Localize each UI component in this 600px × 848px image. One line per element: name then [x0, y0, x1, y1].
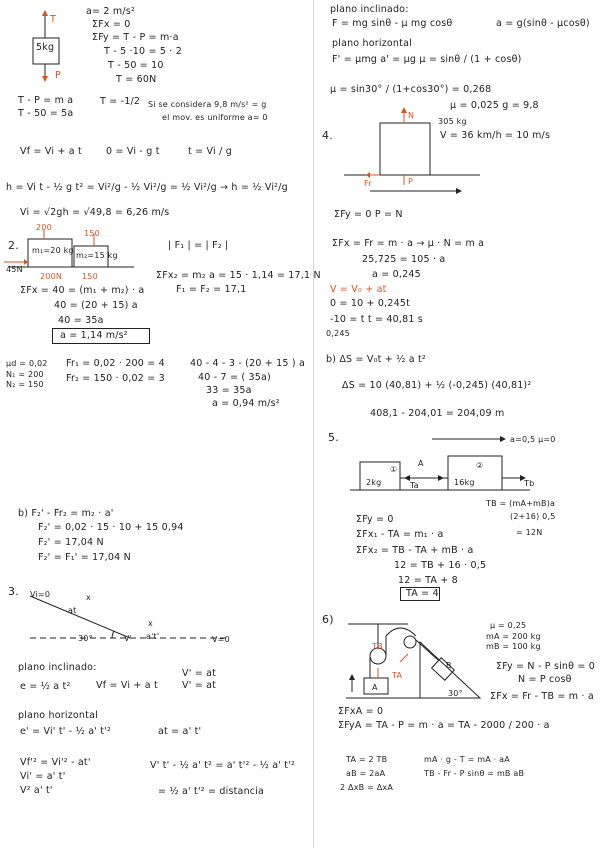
calc-3: 33 = 35a [206, 385, 252, 396]
ph-eq-1: e' = Vi' t' - ½ a' t'² [20, 726, 112, 737]
p6-block-b: B [446, 661, 452, 670]
p4-normal: N [408, 111, 415, 120]
problem-6-number: 6) [322, 613, 334, 626]
p6-angle: 30° [448, 689, 463, 698]
p5-tb-label: Tb [524, 479, 535, 488]
p5-num2: ② [476, 461, 484, 470]
calc-4: a = 0,94 m/s² [212, 398, 280, 409]
incl-vprime: V' [124, 634, 133, 643]
sfx-eq: ΣFx = 40 = (m₁ + m₂) · a [20, 285, 145, 296]
problem-2-number: 2. [8, 239, 19, 252]
force-200: 200 [36, 223, 52, 232]
force-150: 150 [84, 229, 100, 238]
p5-accel-arrow [430, 434, 510, 444]
r-mass: 305 kg [438, 117, 467, 126]
r-accel-eq: a = g(sinθ - μcosθ) [496, 18, 590, 29]
r-plano-inclinado: plano inclinado: [330, 4, 409, 15]
page-divider [313, 0, 314, 848]
sfx-eq-c: 40 = 35a [58, 315, 104, 326]
p5-line6: TA = 4 [406, 588, 439, 599]
plano-inclinado-heading: plano inclinado: [18, 662, 97, 673]
problem-4-number: 4. [322, 129, 333, 142]
fr1-calc: Fr₁ = 0,02 · 200 = 4 [66, 358, 165, 369]
r-plano-horizontal: plano horizontal [332, 38, 412, 49]
p5-block2: 16kg [454, 478, 475, 487]
part-b-2: F₂' = 0,02 · 15 · 10 + 15 0,94 [38, 522, 184, 533]
incl-x1: x [86, 593, 91, 602]
p4-b1: b) ΔS = V₀t + ½ a t² [326, 354, 426, 365]
accel-result: a = 1,14 m/s² [60, 330, 128, 341]
p6-line4: aB = 2aA [346, 769, 386, 778]
incl-angle: 30° [78, 634, 93, 643]
p4-sfx: ΣFx = Fr = m · a → μ · N = m a [332, 238, 485, 249]
p6-line1: ΣFxA = 0 [338, 706, 384, 717]
p4-ve1: 0 = 10 + 0,245t [330, 298, 411, 309]
problem-5-number: 5. [328, 431, 339, 444]
p4-sfx3: a = 0,245 [372, 269, 421, 280]
calc-2: 40 - 7 = ( 35a) [198, 372, 271, 383]
m1-label: m₁=20 kg [32, 246, 74, 255]
force-p-label: P [55, 70, 61, 81]
p4-friction: Fr [364, 179, 372, 188]
ph-eq-4: Vi' = a' t' [20, 771, 66, 782]
mu-d: μd = 0,02 [6, 359, 48, 368]
p6-tb-label: TB [372, 642, 383, 651]
ph-eq-3: Vf'² = Vi'² - at' [20, 757, 91, 768]
p5-num1: ① [390, 465, 398, 474]
note-2: el mov. es uniforme a= 0 [162, 113, 268, 122]
p4-b3: 408,1 - 204,01 = 204,09 m [370, 408, 505, 419]
incl-x2: x [148, 619, 153, 628]
sfx-eq-b: 40 = (20 + 15) a [54, 300, 138, 311]
f1-f2-magnitude: | F₁ | = | F₂ | [168, 240, 229, 251]
ph-eq-2: at = a' t' [158, 726, 202, 737]
p4-red-eq: V = V₀ + at [330, 284, 387, 295]
vf-eq-1: Vf = Vi + a t [20, 146, 82, 157]
sfx2-eq: ΣFx₂ = m₂ a = 15 · 1,14 = 17,1 N [156, 270, 321, 281]
vi-result: Vi = √2gh = √49,8 = 6,26 m/s [20, 207, 170, 218]
f1-f2-value: F₁ = F₂ = 17,1 [176, 284, 247, 295]
normal-150: 150 [82, 272, 98, 281]
problem-4-diagram [340, 105, 490, 200]
eq-1-4: T - 5 ·10 = 5 · 2 [104, 46, 182, 57]
p5-line2: ΣFx₁ - TA = m₁ · a [356, 529, 444, 540]
n2-value: N₂ = 150 [6, 380, 44, 389]
p5-line3: ΣFx₂ = TB - TA + mB · a [356, 545, 474, 556]
p6-line5: 2 ΔxB = ΔxA [340, 783, 393, 792]
p5-tb-eq3: = 12N [516, 528, 543, 537]
normal-200: 200N [40, 272, 63, 281]
p6-mb: mB = 100 kg [486, 642, 541, 651]
r-mu-g: μ = 0,025 g = 9,8 [450, 100, 539, 111]
pi-eq-3: V' = at [182, 668, 217, 679]
tp-eq-1: T - P = m a [18, 95, 74, 106]
plano-horizontal-heading: plano horizontal [18, 710, 98, 721]
pi-eq-1: e = ½ a t² [20, 681, 71, 692]
force-t-label: T [50, 14, 57, 25]
p6-ta-label: TA [392, 671, 403, 680]
p5-line5: 12 = TA + 8 [398, 575, 458, 586]
eq-1-2: ΣFx = 0 [92, 19, 131, 30]
fr2-calc: Fr₂ = 150 · 0,02 = 3 [66, 373, 165, 384]
h-derivation: h = Vi t - ½ g t² = Vi²/g - ½ Vi²/g = ½ Vi²/g → h = ½ Vi²/g [6, 182, 288, 193]
block-label: 5kg [36, 42, 55, 53]
p4-weight: P [408, 177, 414, 186]
p6-line2: ΣFyA = TA - P = m · a = TA - 2000 / 200 · a [338, 720, 550, 731]
p5-line1: ΣFy = 0 [356, 514, 394, 525]
p5-accel-label: a=0,5 μ=0 [510, 435, 556, 444]
p6-mu: μ = 0,25 [490, 621, 527, 630]
r-velocity: V = 36 km/h = 10 m/s [440, 130, 551, 141]
p6-block-a: A [372, 683, 378, 692]
pi-eq-4: V' = at [182, 680, 217, 691]
r-mu-calc: μ = sin30° / (1+cos30°) = 0,268 [330, 84, 492, 95]
p4-ve3: 0,245 [326, 329, 350, 338]
problem-3-number: 3. [8, 585, 19, 598]
p6-r2: TB - Fr - P sinθ = mB aB [424, 769, 525, 778]
vf-eq-3: t = Vi / g [188, 146, 232, 157]
p5-a-label: A [418, 459, 424, 468]
p5-tb-eq: TB = (mA+mB)a [486, 499, 556, 508]
eq-1-3: ΣFy = T - P = m·a [92, 32, 179, 43]
part-b-1: b) F₂' - Fr₂ = m₂ · a' [18, 508, 114, 519]
part-b-3: F₂' = 17,04 N [38, 537, 104, 548]
p6-eq3: ΣFx = Fr - TB = m · a [490, 691, 594, 702]
calc-1: 40 - 4 - 3 - (20 + 15 ) a [190, 358, 306, 369]
p4-ve2: -10 = t t = 40,81 s [330, 314, 423, 325]
incl-vi: Vi=0 [30, 590, 51, 599]
incl-at: at [68, 606, 77, 615]
p6-r1: mA · g - T = mA · aA [424, 755, 510, 764]
p6-ma: mA = 200 kg [486, 632, 541, 641]
eq-1-1: a= 2 m/s² [86, 6, 135, 17]
p4-b2: ΔS = 10 (40,81) + ½ (-0,245) (40,81)² [342, 380, 532, 391]
tp-eq-2: T - 50 = 5a [18, 108, 74, 119]
vf-eq-2: 0 = Vi - g t [106, 146, 160, 157]
p5-ta-label: Ta [410, 481, 419, 490]
p5-tb-eq2: (2+16) 0,5 [510, 512, 556, 521]
pi-eq-2: Vf = Vi + a t [96, 680, 158, 691]
n1-value: N₁ = 200 [6, 370, 44, 379]
p4-sfx2: 25,725 = 105 · a [362, 254, 446, 265]
problem-6-diagram [340, 618, 490, 708]
incl-v0: V=0 [212, 635, 230, 644]
incl-atprime: a't' [146, 632, 160, 641]
p6-eq2: N = P cosθ [518, 674, 572, 685]
m2-label: m₂=15 kg [76, 251, 118, 260]
r-horizontal-eqs: F' = μmg a' = μg μ = sinθ / (1 + cosθ) [332, 54, 522, 65]
p5-block1: 2kg [366, 478, 382, 487]
part-b-4: F₂' = F₁' = 17,04 N [38, 552, 131, 563]
problem-2-diagram [4, 222, 144, 282]
problem-5-diagram [340, 452, 540, 500]
eq-1-6: T = 60N [116, 74, 157, 85]
r-force-eq: F = mg sinθ - μ mg cosθ [332, 18, 453, 29]
force-45n: 45N [6, 265, 23, 274]
p4-sfy: ΣFy = 0 P = N [334, 209, 403, 220]
p5-line4: 12 = TB + 16 · 0,5 [394, 560, 487, 571]
ph-eq-7: = ½ a' t'² = distancia [158, 786, 265, 797]
eq-1-5: T - 50 = 10 [108, 60, 164, 71]
ph-eq-6: V' t' - ½ a' t² = a' t'² - ½ a' t'² [150, 760, 296, 771]
p6-line3: TA = 2 TB [346, 755, 388, 764]
t-frac: T = -1/2 [100, 96, 141, 107]
ph-eq-5: V² a' t' [20, 785, 53, 796]
note-1: Si se considera 9,8 m/s² = g [148, 100, 267, 109]
p6-eq1: ΣFy = N - P sinθ = 0 [496, 661, 596, 672]
